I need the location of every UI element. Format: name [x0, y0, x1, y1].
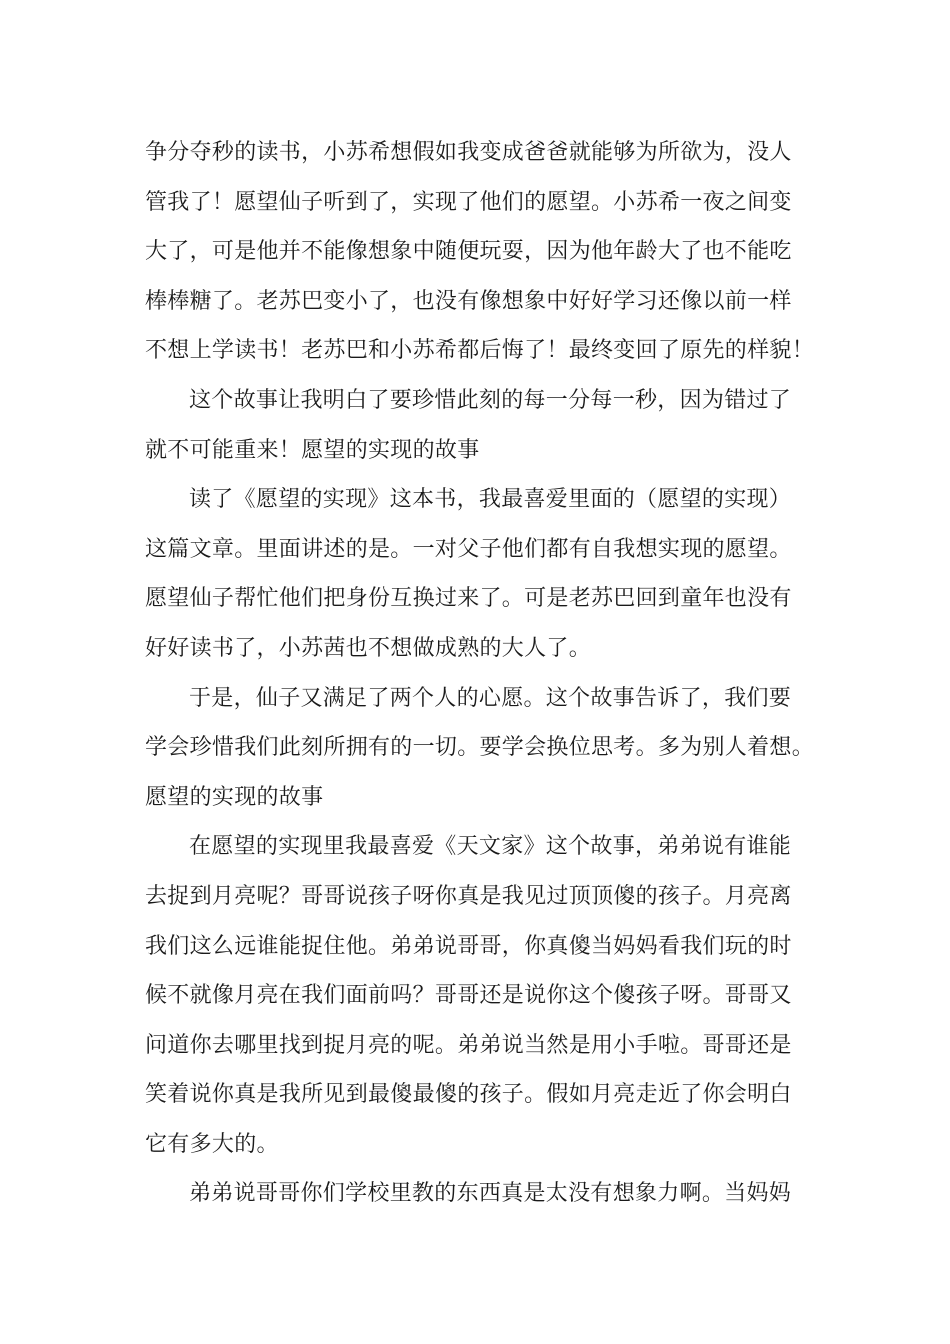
- text-line: 这篇文章。里面讲述的是。一对父子他们都有自我想实现的愿望。: [145, 536, 792, 562]
- text-line: 愿望仙子帮忙他们把身份互换过来了。可是老苏巴回到童年也没有: [145, 586, 792, 612]
- text-line: 就不可能重来！愿望的实现的故事: [145, 437, 480, 463]
- paragraph-first-line: 在愿望的实现里我最喜爱《天文家》这个故事，弟弟说有谁能: [189, 834, 792, 860]
- paragraph-first-line: 读了《愿望的实现》这本书，我最喜爱里面的（愿望的实现）: [189, 487, 792, 513]
- text-line: 棒棒糖了。老苏巴变小了，也没有像想象中好好学习还像以前一样: [145, 288, 792, 314]
- text-line: 去捉到月亮呢？哥哥说孩子呀你真是我见过顶顶傻的孩子。月亮离: [145, 883, 792, 909]
- text-line: 争分夺秒的读书，小苏希想假如我变成爸爸就能够为所欲为，没人: [145, 140, 792, 165]
- text-line: 管我了！愿望仙子听到了，实现了他们的愿望。小苏希一夜之间变: [145, 189, 792, 215]
- text-line: 不想上学读书！老苏巴和小苏希都后悔了！最终变回了原先的样貌！: [145, 338, 815, 364]
- text-line: 问道你去哪里找到捉月亮的呢。弟弟说当然是用小手啦。哥哥还是: [145, 1032, 792, 1058]
- text-line: 候不就像月亮在我们面前吗？哥哥还是说你这个傻孩子呀。哥哥又: [145, 983, 792, 1009]
- text-line: 它有多大的。: [145, 1131, 279, 1157]
- document-body: [145, 128, 835, 1219]
- text-line: 我们这么远谁能捉住他。弟弟说哥哥，你真傻当妈妈看我们玩的时: [145, 933, 792, 959]
- paragraph-first-line: 这个故事让我明白了要珍惜此刻的每一分每一秒，因为错过了: [189, 387, 792, 413]
- text-line: 好好读书了，小苏茜也不想做成熟的大人了。: [145, 635, 592, 661]
- text-line: 笑着说你真是我所见到最傻最傻的孩子。假如月亮走近了你会明白: [145, 1082, 792, 1108]
- paragraph-first-line: 于是，仙子又满足了两个人的心愿。这个故事告诉了，我们要: [189, 685, 792, 711]
- paragraph-first-line: 弟弟说哥哥你们学校里教的东西真是太没有想象力啊。当妈妈: [189, 1181, 792, 1207]
- text-line: 大了，可是他并不能像想象中随便玩耍，因为他年龄大了也不能吃: [145, 239, 792, 265]
- text-line: 愿望的实现的故事: [145, 784, 324, 810]
- text-line: 学会珍惜我们此刻所拥有的一切。要学会换位思考。多为别人着想。: [145, 735, 815, 761]
